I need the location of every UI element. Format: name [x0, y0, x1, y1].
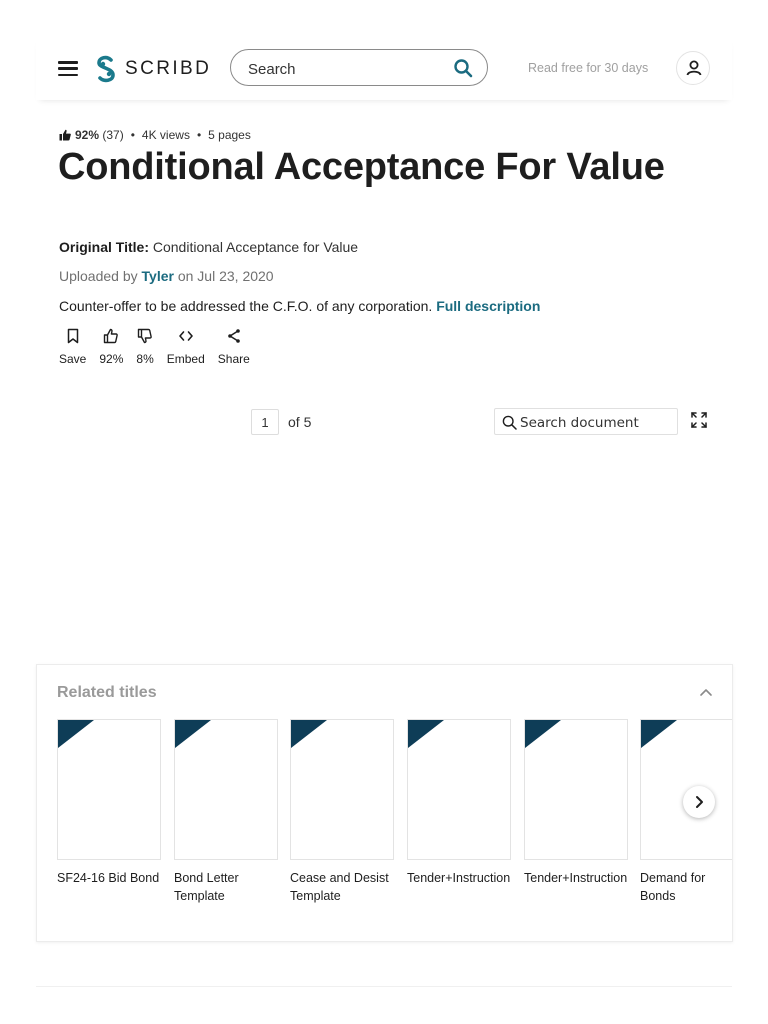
document-thumbnail	[524, 719, 628, 860]
original-title-label: Original Title:	[59, 239, 149, 255]
page-number-input[interactable]	[251, 409, 279, 435]
document-thumbnail	[640, 719, 733, 860]
scribd-logo-icon	[94, 55, 118, 83]
thumbnail-corner	[525, 720, 561, 748]
separator-dot: •	[196, 128, 202, 142]
search-icon[interactable]	[453, 58, 473, 78]
document-search-input[interactable]	[518, 414, 672, 432]
page-count: 5 pages	[208, 128, 251, 142]
account-button[interactable]	[676, 51, 710, 85]
logo-text: SCRIBD	[125, 58, 212, 79]
thumbs-up-icon	[103, 328, 119, 344]
bookmark-icon	[65, 328, 81, 344]
menu-icon[interactable]	[58, 61, 78, 76]
document-search[interactable]	[494, 408, 678, 435]
upload-date: on Jul 23, 2020	[177, 268, 274, 284]
read-free-link[interactable]: Read free for 30 days	[528, 61, 649, 75]
upvote-button[interactable]	[99, 328, 123, 366]
doc-stats	[59, 128, 251, 142]
top-header	[36, 36, 732, 100]
search-input[interactable]	[246, 59, 450, 79]
embed-label: Embed	[166, 352, 205, 366]
related-card-title: Tender+Instruction	[407, 871, 511, 885]
divider	[36, 986, 732, 987]
thumbs-up-filled-icon	[59, 129, 71, 141]
related-titles-heading: Related titles	[57, 684, 157, 701]
share-label: Share	[217, 352, 250, 366]
search-icon	[502, 415, 517, 430]
code-icon	[178, 328, 194, 344]
action-bar	[59, 328, 263, 366]
scribd-logo[interactable]	[94, 54, 211, 84]
original-title	[59, 239, 358, 255]
separator-dot: •	[130, 128, 135, 142]
related-card[interactable]	[290, 719, 394, 905]
document-thumbnail	[174, 719, 278, 860]
thumbnail-corner	[291, 720, 327, 748]
thumbnail-corner	[175, 720, 211, 748]
related-titles-panel	[36, 664, 733, 942]
related-card[interactable]	[57, 719, 161, 887]
thumbnail-corner	[641, 720, 677, 748]
description-text: Counter-offer to be addressed the C.F.O. of any corporation.	[59, 298, 433, 314]
thumbnail-corner	[58, 720, 94, 748]
document-thumbnail	[407, 719, 511, 860]
rating-count: (37)	[102, 128, 124, 142]
uploaded-by-label: Uploaded by	[59, 268, 138, 284]
chevron-up-icon[interactable]	[699, 687, 713, 697]
user-icon	[685, 59, 703, 77]
page-navigator	[251, 409, 311, 435]
document-thumbnail	[57, 719, 161, 860]
search-bar[interactable]	[230, 49, 488, 86]
uploader-link[interactable]: Tyler	[141, 268, 174, 284]
thumbs-down-icon	[137, 328, 153, 344]
full-description-link[interactable]: Full description	[436, 298, 541, 314]
thumbnail-corner	[408, 720, 444, 748]
description	[59, 298, 540, 314]
related-carousel	[57, 719, 733, 929]
fullscreen-icon[interactable]	[691, 412, 707, 428]
save-label: Save	[59, 352, 87, 366]
document-title: Conditional Acceptance For Value	[58, 146, 665, 188]
downvote-button[interactable]	[136, 328, 153, 366]
related-card-title: Bond Letter Template	[174, 871, 239, 903]
share-button[interactable]	[218, 328, 250, 366]
related-card-title: Cease and Desist Template	[290, 871, 389, 903]
share-icon	[226, 328, 242, 344]
save-button[interactable]	[59, 328, 86, 366]
carousel-next-button[interactable]	[683, 786, 715, 818]
page-total: of 5	[288, 414, 312, 430]
related-card[interactable]	[407, 719, 511, 887]
related-card-title: Tender+Instruction	[524, 871, 628, 885]
rating-percent: 92%	[75, 128, 100, 142]
document-thumbnail	[290, 719, 394, 860]
related-card-title: SF24-16 Bid Bond	[57, 871, 160, 885]
related-card-title: Demand for Bonds	[640, 871, 706, 903]
original-title-value: Conditional Acceptance for Value	[152, 239, 359, 255]
related-card[interactable]	[524, 719, 628, 887]
uploaded-info	[59, 268, 274, 284]
related-card[interactable]	[174, 719, 278, 905]
downvote-label: 8%	[136, 352, 154, 366]
upvote-label: 92%	[99, 352, 124, 366]
view-count: 4K views	[141, 128, 190, 142]
chevron-right-icon	[694, 795, 704, 809]
embed-button[interactable]	[167, 328, 205, 366]
